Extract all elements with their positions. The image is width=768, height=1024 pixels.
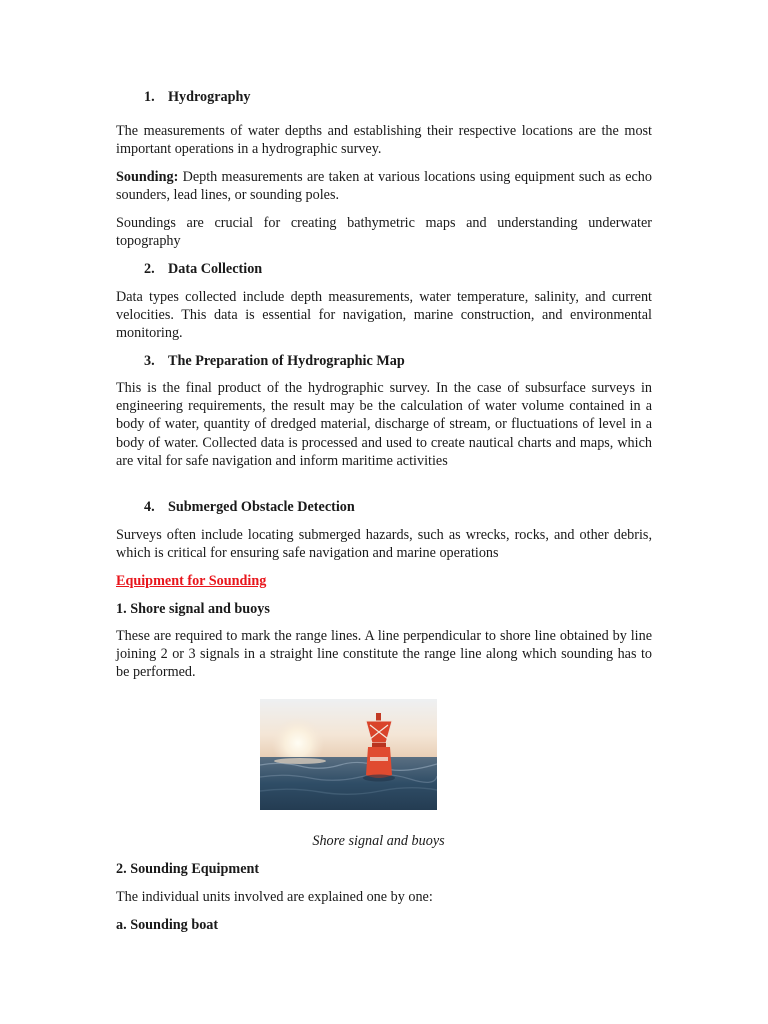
sounding-label: Sounding: [116, 169, 179, 185]
heading-number: 1 [116, 601, 124, 617]
buoy-photo-icon [260, 699, 437, 810]
paragraph-shore-signal: These are required to mark the range lines. A line perpendicular to shore line obtained by line joining 2 or 3 signals in a straight line constitute the range line along which sounding has to be performed. [116, 628, 652, 681]
buoy-photo [260, 699, 437, 810]
heading-sounding-boat: a. Sounding boat [116, 917, 219, 933]
paragraph-obstacle-detection: Surveys often include locating submerged hazards, such as wrecks, rocks, and other debris, which is critical for ensuring safe navigation and marine operations [116, 527, 652, 562]
figure-caption: Shore signal and buoys [312, 833, 445, 849]
heading-obstacle-detection [144, 498, 644, 516]
paragraph-data-collection: Data types collected include depth measurements, water temperature, salinity, and current velocities. This data is essential for navigation, marine construction, and environmental monitoring. [116, 289, 652, 342]
heading-text: . Shore signal and buoys [123, 601, 270, 617]
heading-data-collection [144, 260, 644, 278]
heading-text: Data Collection [168, 261, 263, 277]
paragraph-sounding-equipment: The individual units involved are explained one by one: [116, 889, 433, 905]
heading-hydrography [144, 88, 644, 106]
heading-number: 3. [144, 353, 155, 369]
heading-shore-signal [116, 600, 616, 618]
heading-hydrographic-map [144, 352, 644, 370]
sounding-text: Depth measurements are taken at various locations using equipment such as echo sounders, lead lines, or sounding poles. [116, 169, 652, 204]
heading-text: Hydrography [168, 89, 251, 105]
paragraph-hydrographic-map: This is the final product of the hydrographic survey. In the case of subsurface surveys in engineering requirements, the result may be the calculation of water volume contained in a body of water, quantity of dredged material, discharge of stream, or fluctuations of level in a body of water. Collected data is processed and used to create nautical charts and maps, which are vital for safe navigation and inform maritime activities [116, 380, 652, 469]
paragraph-soundings-crucial: Soundings are crucial for creating bathymetric maps and understanding underwater topography [116, 215, 652, 250]
heading-number: 2. [144, 261, 155, 277]
paragraph-sounding [116, 168, 652, 204]
heading-sounding-equipment: 2. Sounding Equipment [116, 861, 260, 877]
paragraph-hydrography-intro: The measurements of water depths and establishing their respective locations are the most important operations in a hydrographic survey. [116, 123, 652, 158]
heading-text: The Preparation of Hydrographic Map [168, 353, 405, 369]
heading-number: 1. [144, 89, 155, 105]
equipment-heading-link[interactable]: Equipment for Sounding [116, 573, 267, 589]
heading-number: 4. [144, 499, 155, 515]
heading-text: Submerged Obstacle Detection [168, 499, 355, 515]
